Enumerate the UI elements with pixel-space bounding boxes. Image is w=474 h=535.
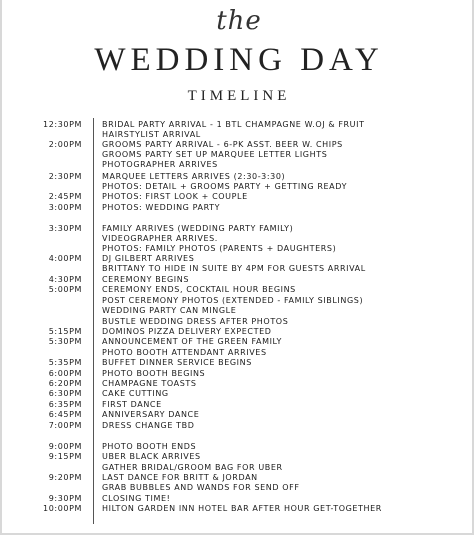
script-the-heading: the (216, 6, 262, 36)
timeline-event: VIDEOGRAPHER ARRIVES. (102, 234, 218, 243)
timeline-event: PHOTOS: WEDDING PARTY (102, 203, 221, 212)
timeline-event: BUFFET DINNER SERVICE BEGINS (102, 358, 252, 367)
timeline-time: 2:00PM (48, 140, 82, 149)
timeline-time: 6:00PM (48, 369, 82, 378)
timeline-event: CEREMONY ENDS, COCKTAIL HOUR BEGINS (102, 285, 296, 294)
page-subtitle: TIMELINE (187, 88, 291, 104)
timeline-event: POST CEREMONY PHOTOS (EXTENDED - FAMILY SIBLINGS) (102, 296, 364, 305)
timeline-time: 9:15PM (48, 452, 82, 461)
timeline-time: 6:30PM (48, 389, 82, 398)
timeline-event: FIRST DANCE (102, 400, 162, 409)
timeline-divider (93, 118, 94, 524)
timeline-time: 6:35PM (48, 400, 82, 409)
timeline-event: BRITTANY TO HIDE IN SUITE BY 4PM FOR GUESTS ARRIVAL (102, 264, 366, 273)
timeline-time: 4:00PM (48, 254, 82, 263)
timeline-event: CEREMONY BEGINS (102, 275, 190, 284)
timeline-time: 12:30PM (43, 120, 82, 129)
timeline-event: FAMILY ARRIVES (WEDDING PARTY FAMILY) (102, 224, 294, 233)
timeline-event: PHOTO BOOTH ENDS (102, 442, 197, 451)
timeline-event: HILTON GARDEN INN HOTEL BAR AFTER HOUR GET-TOGETHER (102, 504, 382, 513)
timeline-event: DRESS CHANGE TBD (102, 421, 195, 430)
timeline-time: 10:00PM (43, 504, 82, 513)
timeline-event: HAIRSTYLIST ARRIVAL (102, 130, 201, 139)
timeline-event: WEDDING PARTY CAN MINGLE (102, 306, 237, 315)
timeline-event: CHAMPAGNE TOASTS (102, 379, 197, 388)
timeline-event: GROOMS PARTY SET UP MARQUEE LETTER LIGHTS (102, 150, 328, 159)
timeline-time: 9:00PM (48, 442, 82, 451)
timeline-event: LAST DANCE FOR BRITT & JORDAN (102, 473, 258, 482)
timeline-time: 7:00PM (48, 421, 82, 430)
timeline-event: CLOSING TIME! (102, 494, 171, 503)
timeline-event: CAKE CUTTING (102, 389, 169, 398)
timeline-event: DJ GILBERT ARRIVES (102, 254, 195, 263)
timeline-time: 2:45PM (48, 192, 82, 201)
timeline-time: 4:30PM (48, 275, 82, 284)
timeline-event: MARQUEE LETTERS ARRIVES (2:30-3:30) (102, 172, 286, 181)
timeline-time: 2:30PM (48, 172, 82, 181)
timeline-event: UBER BLACK ARRIVES (102, 452, 201, 461)
timeline-event: PHOTOS: FIRST LOOK + COUPLE (102, 192, 248, 201)
timeline-event: PHOTOGRAPHER ARRIVES (102, 160, 218, 169)
timeline-event: ANNOUNCEMENT OF THE GREEN FAMILY (102, 337, 283, 346)
timeline-event: ANNIVERSARY DANCE (102, 410, 200, 419)
timeline-event: GRAB BUBBLES AND WANDS FOR SEND OFF (102, 483, 300, 492)
timeline-time: 5:35PM (48, 358, 82, 367)
timeline-time: 5:00PM (48, 285, 82, 294)
timeline-event: PHOTO BOOTH ATTENDANT ARRIVES (102, 348, 267, 357)
timeline-time: 5:30PM (48, 337, 82, 346)
timeline-event: DOMINOS PIZZA DELIVERY EXPECTED (102, 327, 272, 336)
timeline-event: PHOTOS: FAMILY PHOTOS (PARENTS + DAUGHTERS) (102, 244, 337, 253)
timeline-time: 9:20PM (48, 473, 82, 482)
page-title: WEDDING DAY (94, 42, 384, 78)
timeline-event: GATHER BRIDAL/GROOM BAG FOR UBER (102, 463, 283, 472)
timeline-event: PHOTO BOOTH BEGINS (102, 369, 206, 378)
timeline-event: BRIDAL PARTY ARRIVAL - 1 BTL CHAMPAGNE W.OJ & FRUIT (102, 120, 365, 129)
timeline-time: 5:15PM (48, 327, 82, 336)
timeline-event: GROOMS PARTY ARRIVAL - 6-PK ASST. BEER W. CHIPS (102, 140, 343, 149)
timeline-time: 9:30PM (48, 494, 82, 503)
timeline-event: BUSTLE WEDDING DRESS AFTER PHOTOS (102, 317, 289, 326)
timeline-time: 6:45PM (48, 410, 82, 419)
timeline-time: 3:30PM (48, 224, 82, 233)
timeline-event: PHOTOS: DETAIL + GROOMS PARTY + GETTING READY (102, 182, 348, 191)
timeline-time: 3:00PM (48, 203, 82, 212)
timeline-time: 6:20PM (48, 379, 82, 388)
